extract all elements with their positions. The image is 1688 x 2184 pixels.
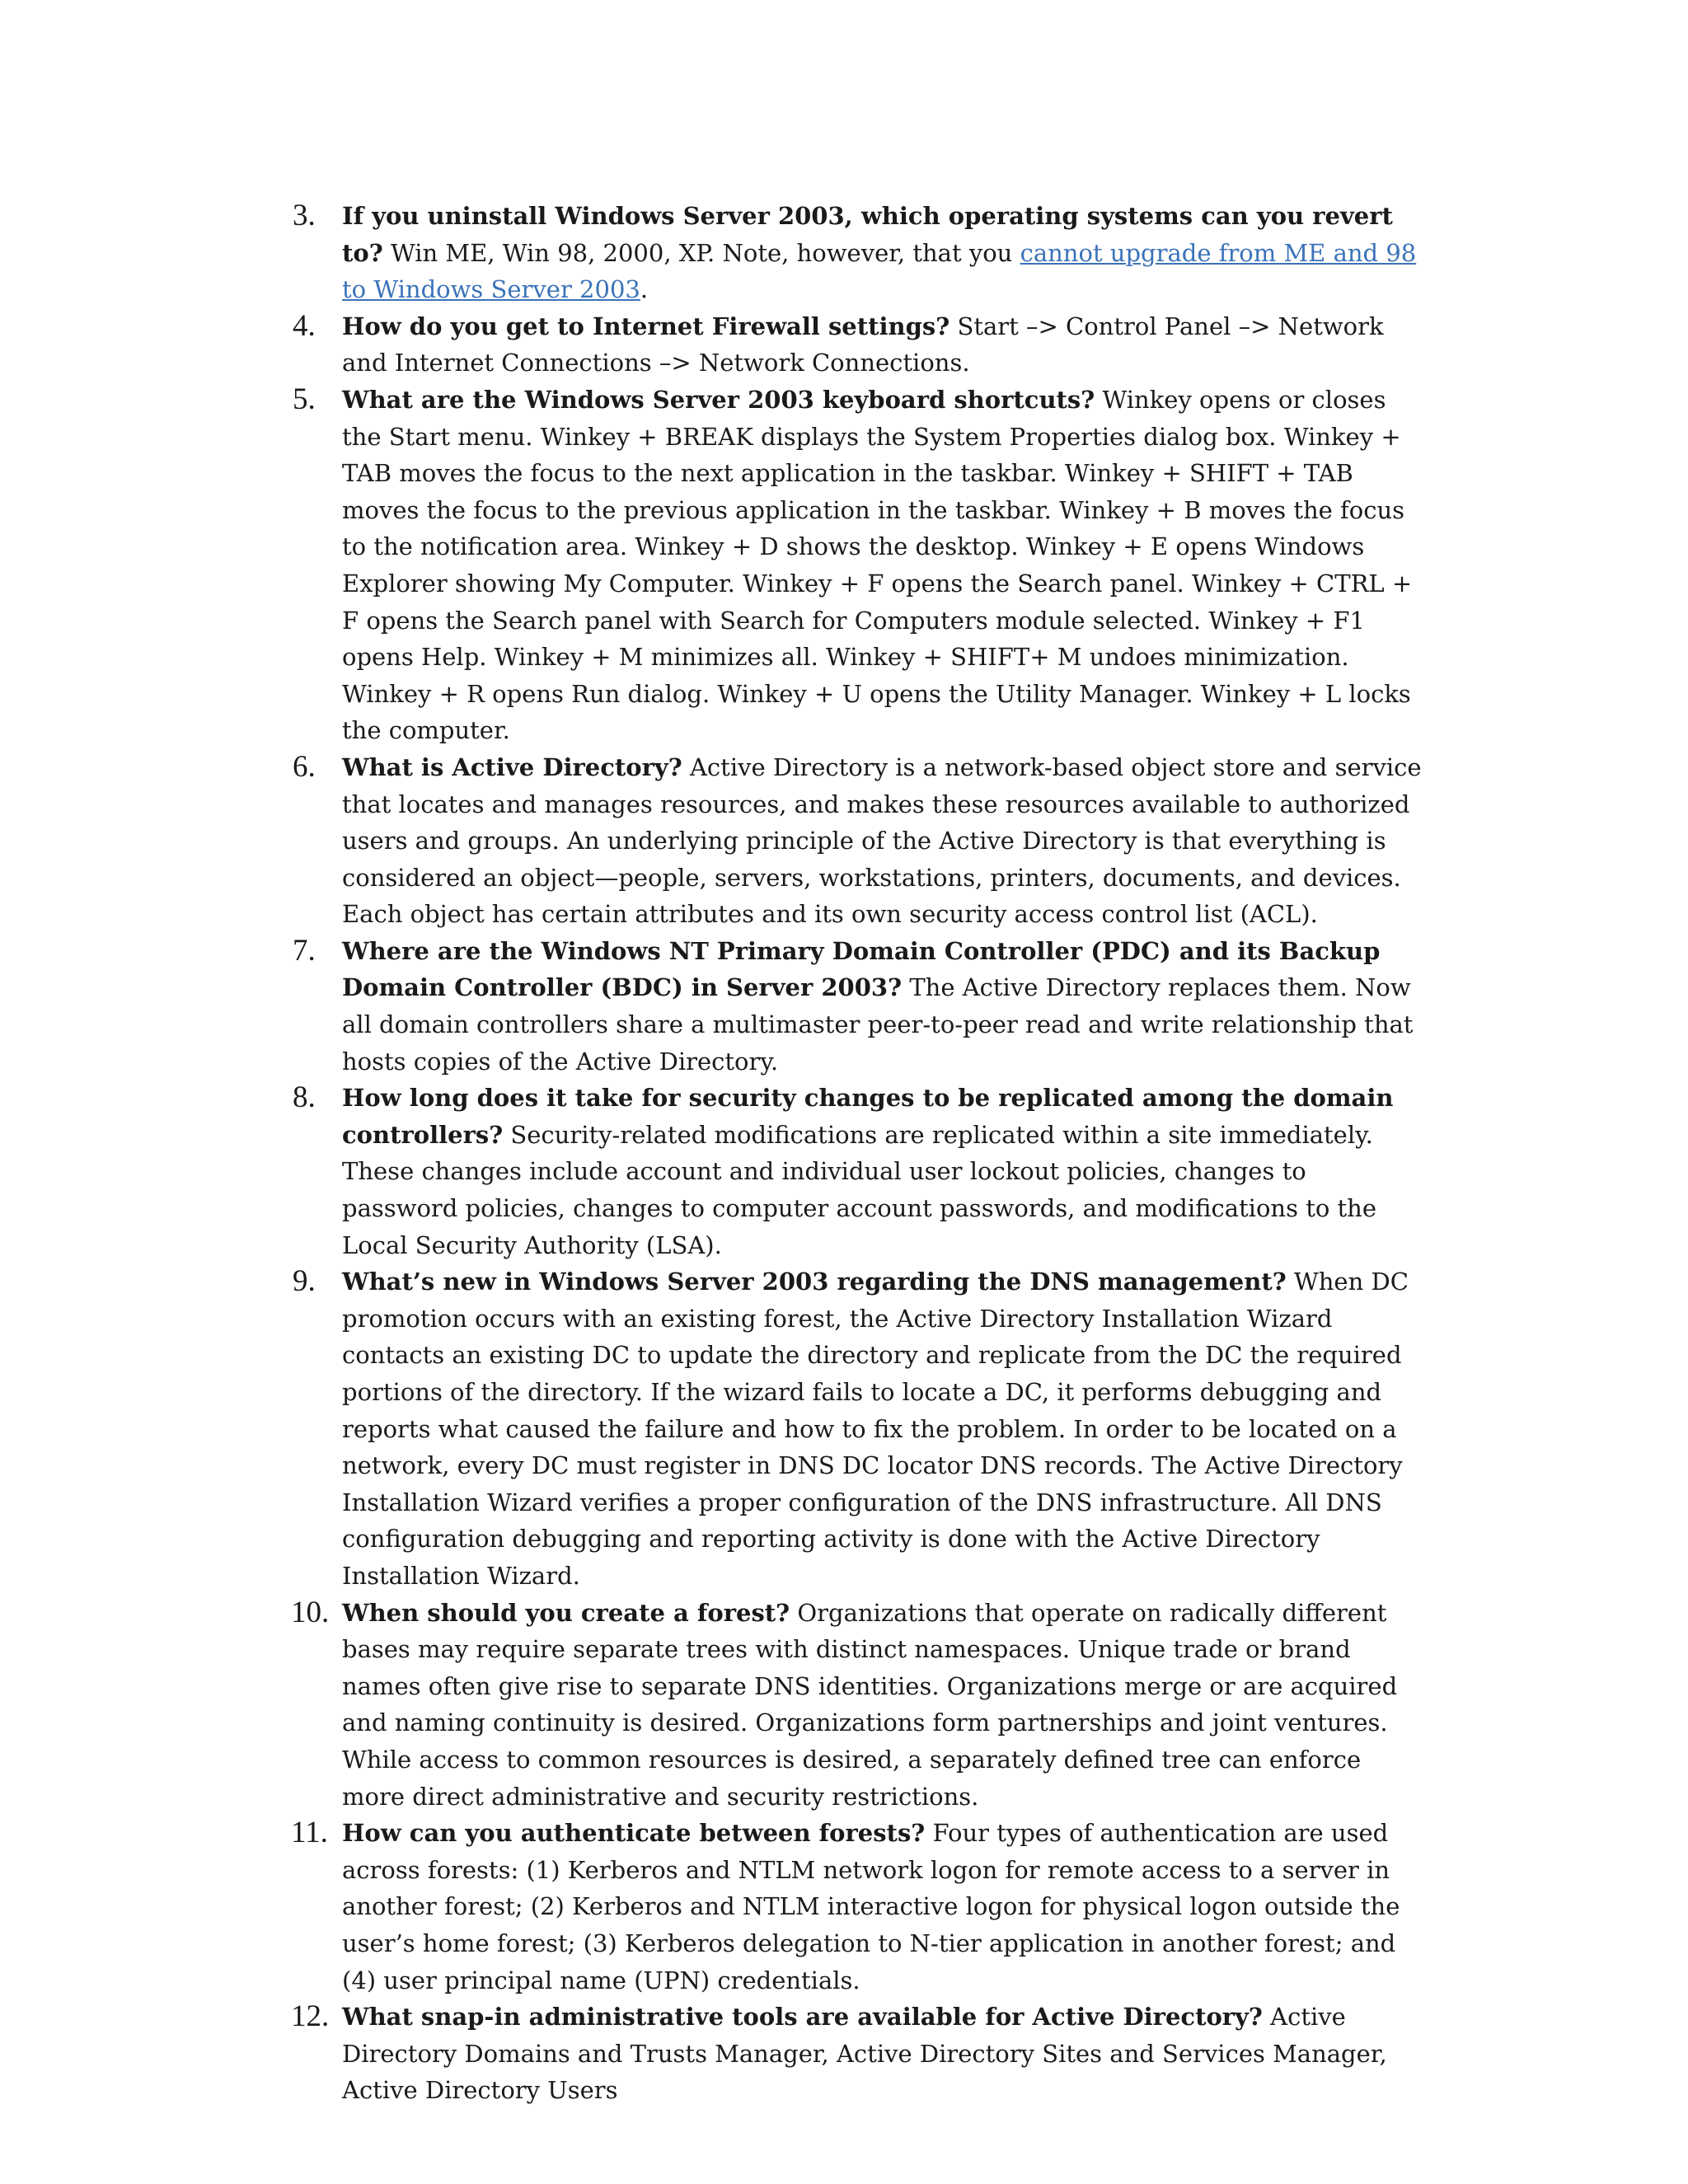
question-text: How can you authenticate between forests?	[342, 1819, 926, 1848]
answer-text: When DC promotion occurs with an existing forest, the Active Directory Installation Wizard contacts an existing DC to update the directory and replicate from the DC the required portions of the directory. If the wizard fails to locate a DC, it performs debugging and reports what caused the failure and how to fix the problem. In order to be located on a network, every DC must register in DNS DC locator DNS records. The Active Directory Installation Wizard verifies a proper configuration of the DNS infrastructure. All DNS configuration debugging and reporting activity is done with the Active Directory Installation Wizard.	[342, 1268, 1409, 1590]
item-number: 10.	[291, 1595, 330, 1629]
answer-text: Active Directory is a network-based object store and service that locates and manages resources, and makes these resources available to authorized users and groups. An underlying principle of the Active Directory is that everything is considered an object—people, servers, workstations, printers, documents, and devices. Each object has certain attributes and its own security access control list (ACL).	[342, 752, 1422, 929]
answer-text: Win ME, Win 98, 2000, XP. Note, however, that you	[390, 238, 1013, 267]
qa-item-8	[293, 1080, 1422, 1263]
question-text: What is Active Directory?	[342, 752, 682, 781]
question-text: What’s new in Windows Server 2003 regarding the DNS management?	[342, 1268, 1287, 1296]
upgrade-link[interactable]: cannot upgrade from ME and 98 to Windows Server 2003	[342, 238, 1417, 304]
answer-text-end: .	[640, 275, 649, 304]
question-text: How do you get to Internet Firewall settings?	[342, 312, 950, 340]
item-number: 3.	[293, 199, 316, 232]
qa-item-10	[293, 1595, 1422, 1816]
item-number: 8.	[293, 1080, 316, 1115]
question-text: How long does it take for security changes to be replicated among the domain controllers?	[342, 1084, 1394, 1149]
question-text: What snap-in administrative tools are available for Active Directory?	[342, 2003, 1263, 2032]
qa-item-9	[293, 1263, 1422, 1594]
item-number: 9.	[293, 1264, 316, 1299]
question-text: Where are the Windows NT Primary Domain Controller (PDC) and its Backup Domain Controller (BDC) in Server 2003?	[342, 936, 1381, 1002]
question-text: When should you create a forest?	[342, 1598, 790, 1627]
document-body	[293, 198, 1422, 2109]
answer-text: Organizations that operate on radically different bases may require separate trees with distinct namespaces. Unique trade or brand names often give rise to separate DNS identities. Organizations merge or are acquired and naming continuity is desired. Organizations form partnerships and joint ventures. While access to common resources is desired, a separately defined tree can enforce more direct administrative and security restrictions.	[342, 1598, 1398, 1811]
qa-item-12	[293, 1999, 1422, 2109]
qa-item-7	[293, 933, 1422, 1080]
item-number: 4.	[293, 308, 316, 343]
item-number: 6.	[293, 749, 316, 784]
item-number: 7.	[293, 933, 316, 968]
qa-item-3	[293, 198, 1422, 308]
qa-item-6	[293, 749, 1422, 933]
answer-text: Active Directory Domains and Trusts Manager, Active Directory Sites and Services Manager, Active Directory Users	[342, 2003, 1387, 2105]
item-number: 11.	[291, 1816, 328, 1850]
item-number: 5.	[293, 382, 316, 416]
question-text: If you uninstall Windows Server 2003, which operating systems can you revert to?	[342, 202, 1393, 267]
answer-text: Security-related modifications are replicated within a site immediately. These changes include account and individual user lockout policies, changes to password policies, changes to computer account passwords, and modifications to the Local Security Authority (LSA).	[342, 1120, 1377, 1259]
item-number: 12.	[291, 1999, 330, 2034]
answer-text: Start –> Control Panel –> Network and Internet Connections –> Network Connections.	[342, 312, 1384, 377]
answer-text: Four types of authentication are used across forests: (1) Kerberos and NTLM network logon for remote access to a server in another forest; (2) Kerberos and NTLM interactive logon for physical logon outside the user’s home forest; (3) Kerberos delegation to N-tier application in another forest; and (4) user principal name (UPN) credentials.	[342, 1819, 1400, 1994]
question-text: What are the Windows Server 2003 keyboard shortcuts?	[342, 385, 1095, 414]
qa-item-5	[293, 382, 1422, 749]
answer-text: The Active Directory replaces them. Now all domain controllers share a multimaster peer-to-peer read and write relationship that hosts copies of the Active Directory.	[342, 973, 1414, 1076]
qa-item-4	[293, 308, 1422, 382]
answer-text: Winkey opens or closes the Start menu. Winkey + BREAK displays the System Properties dialog box. Winkey + TAB moves the focus to the next application in the taskbar. Winkey + SHIFT + TAB moves the focus to the previous application in the taskbar. Winkey + B moves the focus to the notification area. Winkey + D shows the desktop. Winkey + E opens Windows Explorer showing My Computer. Winkey + F opens the Search panel. Winkey + CTRL + F opens the Search panel with Search for Computers module selected. Winkey + F1 opens Help. Winkey + M minimizes all. Winkey + SHIFT+ M undoes minimization. Winkey + R opens Run dialog. Winkey + U opens the Utility Manager. Winkey + L locks the computer.	[342, 385, 1413, 745]
qa-item-11	[293, 1815, 1422, 1999]
